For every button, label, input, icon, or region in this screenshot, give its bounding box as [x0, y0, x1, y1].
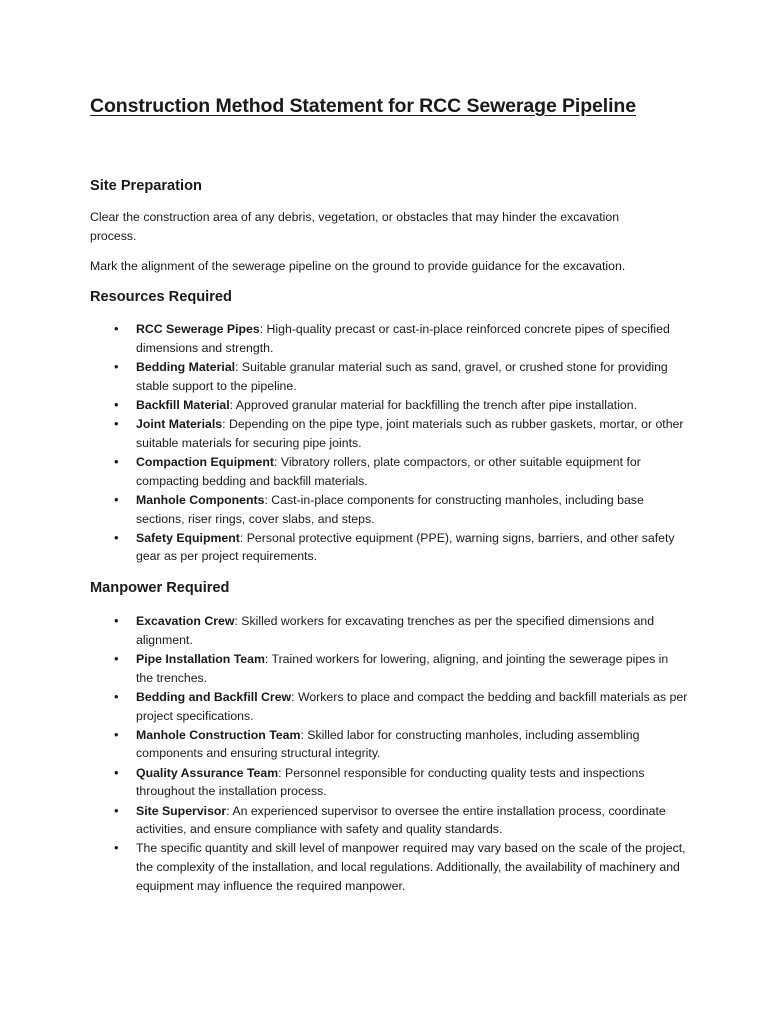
item-term: Safety Equipment: [136, 530, 240, 545]
list-item: [136, 491, 688, 528]
item-description: : Skilled labor for constructing manholes, including assembling components and ensuring structural integrity.: [136, 727, 640, 761]
list-item: [136, 802, 688, 839]
list-item: [136, 650, 688, 687]
list-item: [136, 320, 688, 357]
list-item: [136, 839, 688, 895]
item-description: : Vibratory rollers, plate compactors, or other suitable equipment for compacting bedding and backfill materials.: [136, 454, 641, 488]
item-description: : Depending on the pipe type, joint materials such as rubber gaskets, mortar, or other suitable materials for securing pipe joints.: [136, 417, 684, 450]
item-description: : An experienced supervisor to oversee the entire installation process, coordinate activities, and ensure compliance with safety and quality standards.: [136, 803, 666, 837]
item-term: Site Supervisor: [136, 803, 227, 818]
item-term: Bedding and Backfill Crew: [136, 689, 292, 704]
item-description: : Suitable granular material such as sand, gravel, or crushed stone for providing stable support to the pipeline.: [136, 359, 668, 393]
paragraph-mark-alignment: Mark the alignment of the sewerage pipeline on the ground to provide guidance for the excavation.: [90, 259, 626, 273]
resources-list: [0, 320, 768, 567]
item-term: Quality Assurance Team: [136, 765, 279, 780]
item-term: Joint Materials: [136, 417, 223, 432]
item-description: : Personnel responsible for conducting quality tests and inspections throughout the installation process.: [136, 765, 645, 799]
heading-site-preparation: Site Preparation: [90, 178, 202, 194]
manpower-list: [0, 612, 768, 896]
heading-manpower-required: Manpower Required: [90, 580, 230, 596]
list-item: [136, 358, 688, 395]
heading-resources-required: Resources Required: [90, 289, 232, 305]
item-description: : Personal protective equipment (PPE), warning signs, barriers, and other safety gear as per project requirements.: [136, 530, 675, 564]
list-item: [136, 688, 688, 725]
list-item: [136, 453, 688, 490]
item-description: The specific quantity and skill level of manpower required may vary based on the scale of the project, the complexity of the installation, and local regulations. Additionally, the availability of machinery and equipment may influence the required manpower.: [136, 841, 686, 893]
list-item: [136, 396, 688, 415]
item-term: Backfill Material: [136, 397, 230, 412]
list-item: [136, 612, 688, 649]
item-description: : Approved granular material for backfilling the trench after pipe installation.: [229, 397, 638, 412]
item-description: : Workers to place and compact the bedding and backfill materials as per project specifications.: [136, 689, 688, 723]
item-description: : High-quality precast or cast-in-place reinforced concrete pipes of specified dimensions and strength.: [136, 322, 670, 355]
item-description: : Cast-in-place components for constructing manholes, including base sections, riser rings, cover slabs, and steps.: [136, 492, 644, 526]
item-term: RCC Sewerage Pipes: [136, 322, 260, 336]
item-term: Manhole Components: [136, 492, 265, 507]
item-term: Compaction Equipment: [136, 454, 274, 469]
paragraph-clear-area: Clear the construction area of any debris, vegetation, or obstacles that may hinder the excavation process.: [90, 210, 620, 243]
list-item: [136, 415, 688, 452]
item-term: Manhole Construction Team: [136, 727, 301, 742]
document-title: Construction Method Statement for RCC Sewerage Pipeline: [90, 95, 636, 117]
list-item: [136, 529, 688, 566]
item-description: : Skilled workers for excavating trenches as per the specified dimensions and alignment.: [136, 614, 655, 647]
item-term: Excavation Crew: [136, 614, 235, 628]
item-term: Pipe Installation Team: [136, 651, 265, 666]
list-item: [136, 764, 688, 801]
list-item: [136, 726, 688, 763]
item-description: : Trained workers for lowering, aligning, and jointing the sewerage pipes in the trenches.: [136, 651, 669, 685]
item-term: Bedding Material: [136, 359, 236, 374]
